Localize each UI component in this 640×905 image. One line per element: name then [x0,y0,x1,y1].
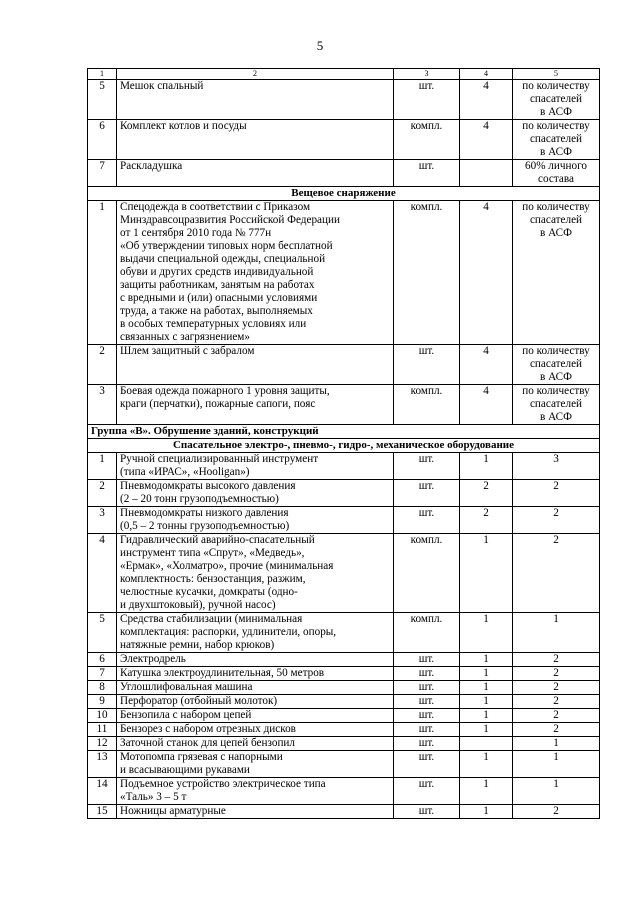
table-row [88,120,600,160]
item-unit: шт. [394,345,460,385]
table-row [88,653,600,667]
table-row [88,613,600,653]
table-row [88,534,600,613]
row-number: 5 [88,613,117,653]
item-unit: шт. [394,695,460,709]
row-number: 3 [88,507,117,534]
item-quantity: 1 [460,709,513,723]
column-number: 4 [460,69,513,80]
table-row [88,778,600,805]
row-number: 1 [88,453,117,480]
row-number: 7 [88,667,117,681]
table-body [88,69,600,819]
item-name: Мотопомпа грязевая с напорными и всасывающими рукавами [117,751,394,778]
item-quantity: 1 [460,653,513,667]
item-norm: 1 [513,751,600,778]
column-number-row [88,69,600,80]
row-number: 4 [88,534,117,613]
table-row [88,709,600,723]
row-number: 5 [88,80,117,120]
item-unit: шт. [394,507,460,534]
item-unit: компл. [394,201,460,345]
item-name: Электродрель [117,653,394,667]
row-number: 7 [88,160,117,187]
item-norm: 1 [513,613,600,653]
item-quantity: 4 [460,80,513,120]
row-number: 8 [88,681,117,695]
item-norm: 2 [513,507,600,534]
item-quantity: 1 [460,453,513,480]
item-unit: шт. [394,681,460,695]
row-number: 6 [88,653,117,667]
item-quantity: 1 [460,695,513,709]
item-norm: 2 [513,653,600,667]
item-name: Пневмодомкраты низкого давления (0,5 – 2 тонны грузоподъемностью) [117,507,394,534]
table-row [88,667,600,681]
item-quantity: 2 [460,507,513,534]
section-header-row [88,439,600,453]
item-name: Заточной станок для цепей бензопил [117,737,394,751]
table-row [88,751,600,778]
item-name: Раскладушка [117,160,394,187]
item-unit: шт. [394,751,460,778]
row-number: 14 [88,778,117,805]
item-name: Перфоратор (отбойный молоток) [117,695,394,709]
row-number: 10 [88,709,117,723]
table-row [88,737,600,751]
item-name: Подъемное устройство электрическое типа «Таль» 3 – 5 т [117,778,394,805]
row-number: 9 [88,695,117,709]
row-number: 13 [88,751,117,778]
item-name: Комплект котлов и посуды [117,120,394,160]
item-quantity: 1 [460,723,513,737]
item-name: Мешок спальный [117,80,394,120]
item-norm: по количеству спасателей в АСФ [513,120,600,160]
table-row [88,507,600,534]
item-norm: по количеству спасателей в АСФ [513,201,600,345]
row-number: 11 [88,723,117,737]
item-quantity: 1 [460,778,513,805]
item-name: Ручной специализированный инструмент (типа «ИРАС», «Hooligan») [117,453,394,480]
item-unit: шт. [394,667,460,681]
item-quantity: 1 [460,805,513,819]
row-number: 12 [88,737,117,751]
item-unit: шт. [394,653,460,667]
item-norm: 1 [513,737,600,751]
item-name: Пневмодомкраты высокого давления (2 – 20 тонн грузоподъемностью) [117,480,394,507]
column-number: 3 [394,69,460,80]
item-name: Катушка электроудлинительная, 50 метров [117,667,394,681]
section-header-row [88,187,600,201]
table-row [88,480,600,507]
item-unit: шт. [394,737,460,751]
item-unit: шт. [394,778,460,805]
table-row [88,385,600,425]
item-name: Углошлифовальная машина [117,681,394,695]
item-unit: шт. [394,453,460,480]
item-quantity [460,160,513,187]
item-unit: шт. [394,160,460,187]
item-unit: шт. [394,80,460,120]
column-number: 5 [513,69,600,80]
table-row [88,345,600,385]
item-unit: компл. [394,613,460,653]
row-number: 15 [88,805,117,819]
row-number: 2 [88,345,117,385]
table-row [88,681,600,695]
column-number: 1 [88,69,117,80]
item-norm: 2 [513,805,600,819]
item-name: Боевая одежда пожарного 1 уровня защиты, краги (перчатки), пожарные сапоги, пояс [117,385,394,425]
item-norm: 2 [513,709,600,723]
item-name: Гидравлический аварийно-спасательный инструмент типа «Спрут», «Медведь», «Ермак», «Холматро», прочие (минимальная комплектность: бензостанция, разжим, челюстные кусачки, домкраты (одно- и двухштоковый), ручной насос) [117,534,394,613]
table-row [88,80,600,120]
item-quantity: 1 [460,613,513,653]
item-norm: по количеству спасателей в АСФ [513,345,600,385]
item-norm: 2 [513,534,600,613]
row-number: 6 [88,120,117,160]
table-row [88,805,600,819]
item-norm: 2 [513,681,600,695]
item-quantity: 1 [460,667,513,681]
item-norm: 2 [513,667,600,681]
item-unit: шт. [394,723,460,737]
item-name: Средства стабилизации (минимальная комплектация: распорки, удлинители, опоры, натяжные ремни, набор крюков) [117,613,394,653]
item-quantity: 1 [460,751,513,778]
table-row [88,201,600,345]
table-row [88,160,600,187]
column-number: 2 [117,69,394,80]
item-norm: 2 [513,695,600,709]
item-unit: шт. [394,805,460,819]
equipment-table [87,68,600,819]
item-quantity: 1 [460,681,513,695]
item-name: Бензорез с набором отрезных дисков [117,723,394,737]
item-unit: шт. [394,709,460,723]
row-number: 1 [88,201,117,345]
item-norm: по количеству спасателей в АСФ [513,385,600,425]
table-row [88,723,600,737]
table-row [88,695,600,709]
item-name: Шлем защитный с забралом [117,345,394,385]
item-unit: компл. [394,120,460,160]
item-quantity: 1 [460,534,513,613]
item-norm: 1 [513,778,600,805]
item-norm: 3 [513,453,600,480]
section-title: Спасательное электро-, пневмо-, гидро-, механическое оборудование [88,439,600,453]
item-unit: компл. [394,534,460,613]
page-number: 5 [316,38,324,53]
item-norm: 2 [513,723,600,737]
item-name: Ножницы арматурные [117,805,394,819]
item-unit: шт. [394,480,460,507]
row-number: 3 [88,385,117,425]
item-name: Спецодежда в соответствии с Приказом Минздравсоцразвития Российской Федерации от 1 сентября 2010 года № 777н «Об утверждении типовых норм бесплатной выдачи специальной одежды, специальной обуви и других средств индивидуальной защиты работникам, занятым на работах с вредными и (или) опасными условиями труда, а также на работах, выполняемых в особых температурных условиях или связанных с загрязнением» [117,201,394,345]
item-norm: 60% личного состава [513,160,600,187]
group-title: Группа «В». Обрушение зданий, конструкций [88,425,600,439]
item-quantity: 4 [460,120,513,160]
item-norm: 2 [513,480,600,507]
item-quantity: 4 [460,345,513,385]
item-quantity: 4 [460,385,513,425]
section-title: Вещевое снаряжение [88,187,600,201]
group-header-row [88,425,600,439]
row-number: 2 [88,480,117,507]
item-name: Бензопила с набором цепей [117,709,394,723]
item-quantity: 4 [460,201,513,345]
item-quantity: 2 [460,480,513,507]
item-quantity [460,737,513,751]
table-row [88,453,600,480]
item-norm: по количеству спасателей в АСФ [513,80,600,120]
item-unit: компл. [394,385,460,425]
